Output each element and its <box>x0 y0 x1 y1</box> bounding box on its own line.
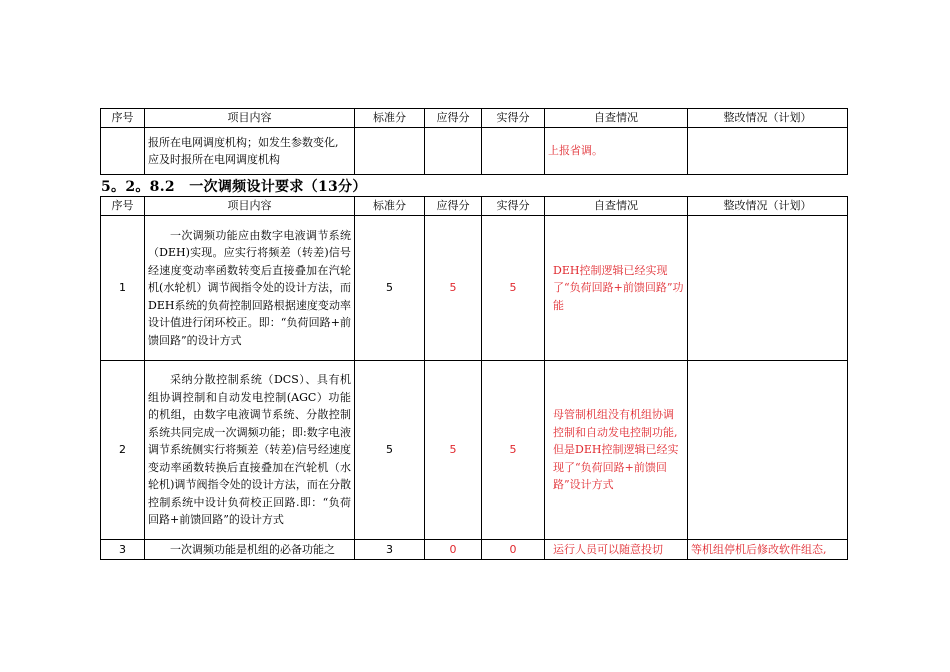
cell-actual-score: 0 <box>482 540 545 560</box>
cell-rectification <box>688 216 848 361</box>
content-line: 应及时报所在电网调度机构 <box>148 153 280 166</box>
cell-no: 3 <box>101 540 145 560</box>
header-standard-score: 标准分 <box>355 197 425 216</box>
cell-content: 一次调频功能是机组的必备功能之 <box>145 540 355 560</box>
cell-should-score: 5 <box>425 361 482 540</box>
header-standard-score: 标准分 <box>355 109 425 128</box>
header-no: 序号 <box>101 197 145 216</box>
score-table <box>100 196 848 560</box>
header-actual-score: 实得分 <box>482 197 545 216</box>
cell-self-check: 运行人员可以随意投切 <box>545 540 688 560</box>
table-row <box>101 216 848 361</box>
cell-self-check: 上报省调。 <box>545 128 688 175</box>
cell-standard-score: 5 <box>355 216 425 361</box>
cell-standard-score: 3 <box>355 540 425 560</box>
cell-self-check: DEH控制逻辑已经实现了“负荷回路+前馈回路”功能 <box>545 216 688 361</box>
cell-rectification: 等机组停机后修改软件组态, <box>688 540 848 560</box>
cell-should-score: 0 <box>425 540 482 560</box>
cell-self-check: 母管制机组没有机组协调控制和自动发电控制功能,但是DEH控制逻辑已经实现了“负荷回路+前馈回路”设计方式 <box>545 361 688 540</box>
continued-score-table <box>100 108 848 175</box>
cell-actual-score: 5 <box>482 361 545 540</box>
header-actual-score: 实得分 <box>482 109 545 128</box>
cell-rectification <box>688 361 848 540</box>
cell-content: 一次调频功能应由数字电液调节系统（DEH)实现。应实行将频差（转差)信号经速度变动率函数转变后直接叠加在汽轮机(水轮机）调节阀指令处的设计方法，而DEH系统的负荷控制回路根据速度变动率设计值进行闭环校正。即：“负荷回路+前馈回路”的设计方式 <box>145 216 355 361</box>
header-self-check: 自查情况 <box>545 109 688 128</box>
content-line: 报所在电网调度机构；如发生参数变化, <box>148 135 339 149</box>
header-rectification: 整改情况（计划） <box>688 197 848 216</box>
header-self-check: 自查情况 <box>545 197 688 216</box>
cell-no: 1 <box>101 216 145 361</box>
cell-content <box>145 128 355 175</box>
header-content: 项目内容 <box>145 197 355 216</box>
cell-no: 2 <box>101 361 145 540</box>
header-rectification: 整改情况（计划） <box>688 109 848 128</box>
header-should-score: 应得分 <box>425 197 482 216</box>
header-should-score: 应得分 <box>425 109 482 128</box>
table-row <box>101 128 848 175</box>
cell-rectification <box>688 128 848 175</box>
cell-actual-score <box>482 128 545 175</box>
cell-no <box>101 128 145 175</box>
cell-standard-score: 5 <box>355 361 425 540</box>
cell-content: 采纳分散控制系统（DCS）、具有机组协调控制和自动发电控制(AGC）功能的机组，由数字电液调节系统、分散控制系统共同完成一次调频功能；即:数字电液调节系统侧实行将频差（转差)信号经速度变动率函数转换后直接叠加在汽轮机（水轮机)调节阀指令处的设计方法，而在分散控制系统中设计负荷校正回路.即：“负荷回路+前馈回路”的设计方式 <box>145 361 355 540</box>
table-row <box>101 540 848 560</box>
cell-should-score: 5 <box>425 216 482 361</box>
section-title: 5。2。8.2 一次调频设计要求（13分） <box>101 179 367 195</box>
cell-actual-score: 5 <box>482 216 545 361</box>
table-header-row <box>101 197 848 216</box>
header-content: 项目内容 <box>145 109 355 128</box>
table-row <box>101 361 848 540</box>
table-header-row <box>101 109 848 128</box>
header-no: 序号 <box>101 109 145 128</box>
cell-should-score <box>425 128 482 175</box>
cell-standard-score <box>355 128 425 175</box>
